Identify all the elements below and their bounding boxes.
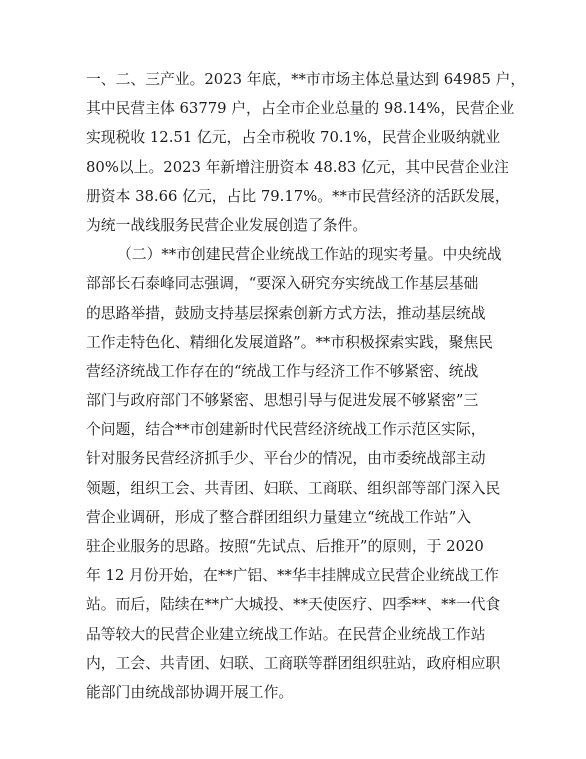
text-line: 部门与政府部门不够紧密、思想引导与促进发展不够紧密”三 (86, 392, 479, 410)
text-line: 工作走特色化、精细化发展道路”。**市积极探索实践，聚焦民 (86, 333, 494, 351)
text-line: 能部门由统战部协调开展工作。 (86, 683, 294, 701)
text-line: 其中民营主体 63779 户，占全市企业总量的 98.14%，民营企业 (86, 100, 515, 118)
text-line: 年 12 月份开始，在**广铝、**华丰挂牌成立民营企业统战工作 (86, 567, 499, 585)
paragraph-economy-stats (86, 65, 526, 240)
text-line: 站。而后，陆续在**广大城投、**天使医疗、四季**、**一代食 (86, 596, 501, 614)
paragraph-workstation-rationale (86, 240, 506, 707)
text-line: 针对服务民营经济抓手少、平台少的情况，由市委统战部主动 (86, 450, 486, 468)
text-line: 册资本 38.66 亿元，占比 79.17%。**市民营经济的活跃发展， (86, 187, 510, 205)
text-line: 营经济统战工作存在的“统战工作与经济工作不够紧密、统战 (86, 362, 479, 380)
text-line: 80%以上。2023 年新增注册资本 48.83 亿元，其中民营企业注 (86, 158, 509, 176)
text-line: 内，工会、共青团、妇联、工商联等群团组织驻站，政府相应职 (86, 654, 501, 672)
text-line: 的思路举措，鼓励支持基层探索创新方式方法，推动基层统战 (86, 304, 486, 322)
text-line: 营企业调研，形成了整合群团组织力量建立“统战工作站”入 (86, 508, 472, 526)
text-line: 驻企业服务的思路。按照“先试点、后推开”的原则，于 2020 (86, 538, 484, 555)
text-line: 一、二、三产业。2023 年底，**市市场主体总量达到 64985 户， (86, 71, 526, 88)
section-heading-line: （二）**市创建民营企业统战工作站的现实考量。中央统战 (117, 246, 502, 264)
text-line: 为统一战线服务民营企业发展创造了条件。 (86, 216, 368, 234)
document-body (86, 65, 526, 707)
text-line: 部部长石泰峰同志强调，“要深入研究夯实统战工作基层基础 (86, 275, 479, 293)
text-line: 品等较大的民营企业建立统战工作站。在民营企业统战工作站 (86, 625, 486, 643)
text-line: 实现税收 12.51 亿元，占全市税收 70.1%，民营企业吸纳就业 (86, 129, 501, 147)
text-line: 个问题，结合**市创建新时代民营经济统战工作示范区实际， (86, 421, 486, 439)
text-line: 领题，组织工会、共青团、妇联、工商联、组织部等部门深入民 (86, 479, 501, 497)
